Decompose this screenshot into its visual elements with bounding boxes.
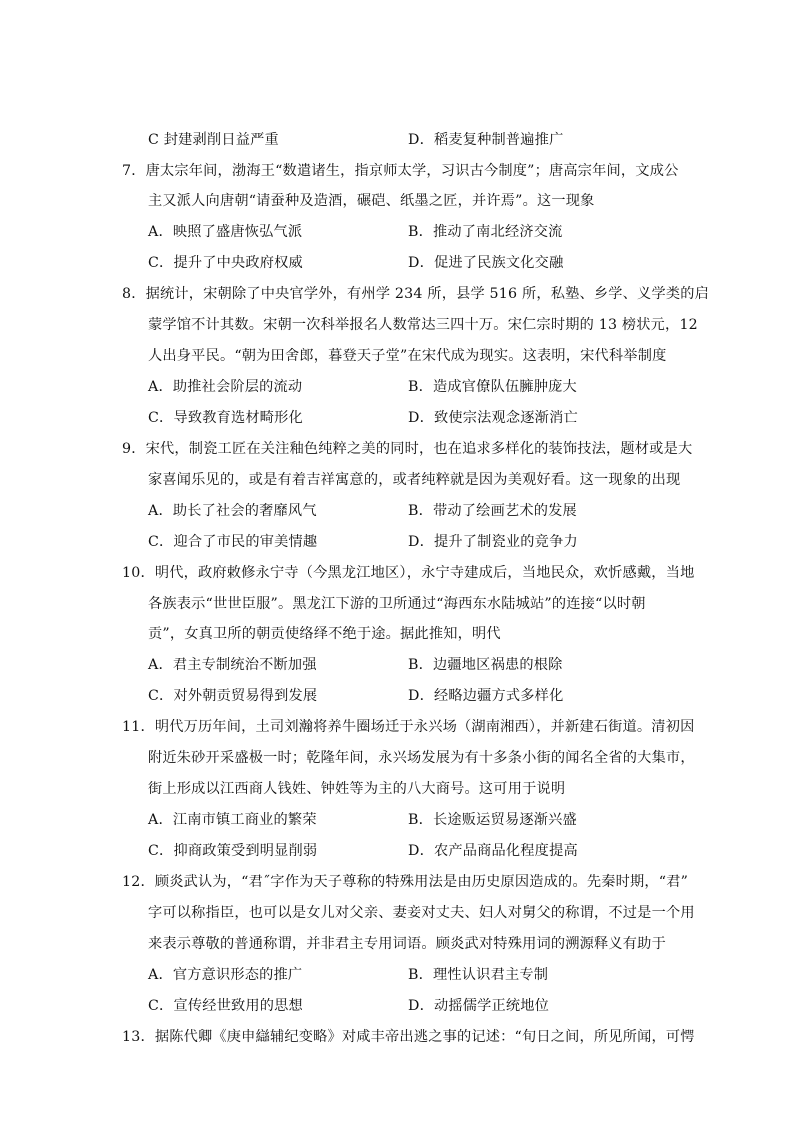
q8-stem-line3: 人出身平民。“朝为田舍郎，暮登天子堂”在宋代成为现实。这表明，宋代科举制度	[148, 348, 667, 364]
q10-option-a: A．君主专制统治不断加强	[148, 657, 317, 673]
q11-option-b: B．长途贩运贸易逐渐兴盛	[408, 812, 577, 828]
q11-option-d: D．农产品商品化程度提高	[408, 843, 578, 859]
q7-option-d: D．促进了民族文化交融	[408, 255, 564, 271]
q8-stem-line2: 蒙学馆不计其数。宋朝一次科举报名人数常达三四十万。宋仁宗时期的 13 榜状元，12	[148, 317, 698, 333]
q8-option-d: D．致使宗法观念逐渐消亡	[408, 410, 578, 426]
q10-stem-line1: 10．明代，政府敕修永宁寺（今黑龙江地区），永宁寺建成后，当地民众，欢忻感戴，当地	[122, 565, 695, 581]
q7-stem-line2: 主又派人向唐朝“请蚕种及造酒，碾硙、纸墨之匠，并许焉”。这一现象	[148, 193, 595, 209]
q7-option-b: B．推动了南北经济交流	[408, 224, 563, 240]
q12-option-d: D．动摇儒学正统地位	[408, 998, 550, 1014]
q6-option-c: C 封建剥削日益严重	[148, 132, 279, 148]
q8-stem-line1: 8．据统计，宋朝除了中央官学外，有州学 234 所，县学 516 所，私塾、乡学、义学类的启	[122, 286, 709, 302]
q10-option-d: D．经略边疆方式多样化	[408, 688, 564, 704]
q10-stem-line3: 贡”，女真卫所的朝贡使络绎不绝于途。据此推知，明代	[148, 626, 501, 642]
q10-option-c: C．对外朝贡贸易得到发展	[148, 688, 318, 704]
q12-stem-line2: 字可以称指臣，也可以是女儿对父亲、妻妾对丈夫、妇人对舅父的称谓，不过是一个用	[148, 905, 695, 921]
q12-option-c: C．宣传经世致用的思想	[148, 998, 303, 1014]
q10-option-b: B．边疆地区祸患的根除	[408, 657, 563, 673]
q11-option-a: A．江南市镇工商业的繁荣	[148, 812, 317, 828]
q7-option-c: C．提升了中央政府权威	[148, 255, 303, 271]
q9-option-d: D．提升了制瓷业的竞争力	[408, 534, 578, 550]
q9-option-a: A．助长了社会的奢靡风气	[148, 503, 317, 519]
q8-option-b: B．造成官僚队伍臃肿庞大	[408, 379, 577, 395]
q8-option-c: C．导致教育选材畸形化	[148, 410, 303, 426]
q11-stem-line3: 街上形成以江西商人钱姓、钟姓等为主的八大商号。这可用于说明	[148, 781, 566, 797]
q12-option-a: A．官方意识形态的推广	[148, 967, 303, 983]
q7-stem-line1: 7．唐太宗年间，渤海王“数遣诸生，指京师太学，习识古今制度”；唐高宗年间，文成公	[122, 163, 679, 179]
q8-option-a: A．助推社会阶层的流动	[148, 379, 303, 395]
q12-option-b: B．理性认识君主专制	[408, 967, 549, 983]
q9-option-c: C．迎合了市民的审美情趣	[148, 534, 318, 550]
q10-stem-line2: 各族表示“世世臣服”。黑龙江下游的卫所通过“海西东水陆城站”的连接“以时朝	[148, 596, 646, 612]
q12-stem-line3: 来表示尊敬的普通称谓，并非君主专用词语。顾炎武对特殊用词的溯源释义有助于	[148, 936, 666, 952]
q9-option-b: B．带动了绘画艺术的发展	[408, 503, 577, 519]
q13-stem-line1: 13．据陈代卿《庚申䜌辅纪变略》对咸丰帝出逃之事的记述：“旬日之间，所见所闻，可愕	[122, 1029, 695, 1045]
q6-option-d: D．稻麦复种制普遍推广	[408, 132, 564, 148]
q11-option-c: C．抑商政策受到明显削弱	[148, 843, 318, 859]
q9-stem-line2: 家喜闻乐见的，或是有着吉祥寓意的，或者纯粹就是因为美观好看。这一现象的出现	[148, 472, 681, 488]
q11-stem-line2: 附近朱砂开采盛极一时；乾隆年间，永兴场发展为有十多条小街的闻名全省的大集市，	[148, 750, 695, 766]
q12-stem-line1: 12．顾炎武认为，“君˝字作为天子尊称的特殊用法是由历史原因造成的。先秦时期，“君”	[122, 874, 689, 890]
q11-stem-line1: 11．明代万历年间，土司刘瀚将养牛圈场迁于永兴场（湖南湘西），并新建石街道。清初因	[122, 719, 695, 735]
q9-stem-line1: 9．宋代，制瓷工匠在关注釉色纯粹之美的同时，也在追求多样化的装饰技法，题材或是大	[122, 441, 693, 457]
q7-option-a: A．映照了盛唐恢弘气派	[148, 224, 303, 240]
